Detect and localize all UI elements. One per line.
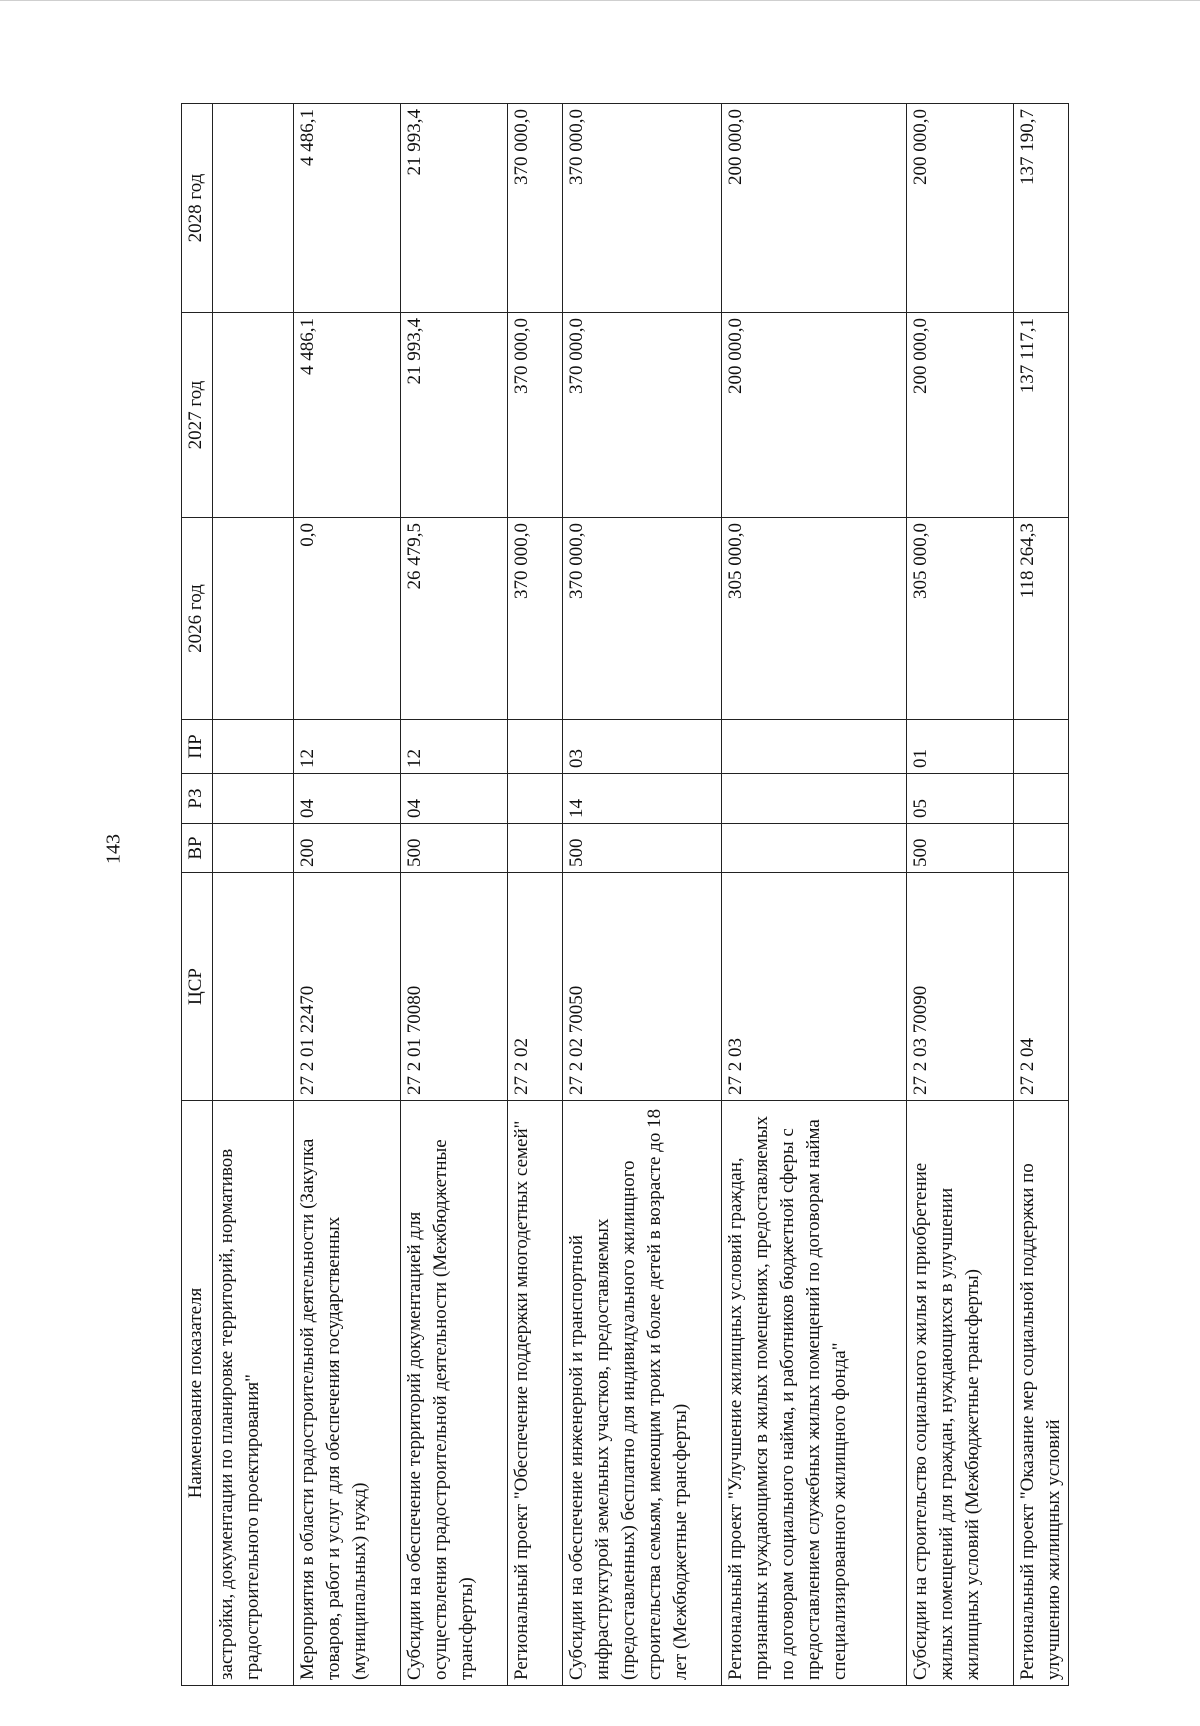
cell-csr: [213, 873, 294, 1101]
cell-name: Региональный проект "Оказание мер социальной поддержки по улучшению жилищных условий: [1014, 1101, 1069, 1686]
table-row: [508, 104, 563, 1686]
header-2027: 2027 год: [182, 313, 213, 518]
cell-2028: 200 000,0: [907, 104, 1014, 313]
cell-pr: [722, 720, 907, 774]
table-row: [213, 104, 294, 1686]
cell-2027: 4 486,1: [294, 313, 401, 518]
cell-csr: 27 2 03: [722, 873, 907, 1101]
cell-2026: 0,0: [294, 518, 401, 720]
cell-rz: [213, 774, 294, 824]
cell-2027: [213, 313, 294, 518]
cell-2026: 26 479,5: [401, 518, 508, 720]
cell-vr: 500: [563, 824, 722, 873]
cell-vr: [1014, 824, 1069, 873]
cell-2028: 370 000,0: [508, 104, 563, 313]
cell-2028: 370 000,0: [563, 104, 722, 313]
cell-2027: 200 000,0: [907, 313, 1014, 518]
cell-vr: 200: [294, 824, 401, 873]
cell-vr: 500: [401, 824, 508, 873]
table-header: [182, 104, 213, 1686]
cell-csr: 27 2 02 70050: [563, 873, 722, 1101]
cell-rz: 14: [563, 774, 722, 824]
cell-csr: 27 2 02: [508, 873, 563, 1101]
rotated-table-wrapper: [181, 104, 1109, 1686]
header-vr: ВР: [182, 824, 213, 873]
cell-vr: [722, 824, 907, 873]
header-pr: ПР: [182, 720, 213, 774]
cell-pr: 01: [907, 720, 1014, 774]
table-row: [722, 104, 907, 1686]
cell-2026: 370 000,0: [508, 518, 563, 720]
cell-2026: 370 000,0: [563, 518, 722, 720]
header-csr: ЦСР: [182, 873, 213, 1101]
cell-pr: 03: [563, 720, 722, 774]
cell-vr: [508, 824, 563, 873]
cell-csr: 27 2 01 70080: [401, 873, 508, 1101]
budget-table: [181, 103, 1069, 1686]
cell-rz: 04: [401, 774, 508, 824]
header-2028: 2028 год: [182, 104, 213, 313]
cell-name: Региональный проект "Обеспечение поддержки многодетных семей": [508, 1101, 563, 1686]
cell-vr: 500: [907, 824, 1014, 873]
cell-rz: 04: [294, 774, 401, 824]
cell-2028: 21 993,4: [401, 104, 508, 313]
scan-edge-line: [0, 0, 1200, 1]
cell-2027: 370 000,0: [563, 313, 722, 518]
cell-csr: 27 2 03 70090: [907, 873, 1014, 1101]
cell-pr: [1014, 720, 1069, 774]
header-name: Наименование показателя: [182, 1101, 213, 1686]
table-row: [907, 104, 1014, 1686]
cell-2027: 200 000,0: [722, 313, 907, 518]
header-rz: РЗ: [182, 774, 213, 824]
cell-pr: 12: [294, 720, 401, 774]
page-number-text: 143: [102, 834, 125, 864]
cell-2026: 305 000,0: [722, 518, 907, 720]
table-row: [294, 104, 401, 1686]
table-body: [213, 104, 1069, 1686]
cell-name: Мероприятия в области градостроительной деятельности (Закупка товаров, работ и услуг для обеспечения государственных (муниципальных) нужд): [294, 1101, 401, 1686]
cell-rz: [508, 774, 563, 824]
cell-vr: [213, 824, 294, 873]
cell-2028: 137 190,7: [1014, 104, 1069, 313]
cell-2028: 200 000,0: [722, 104, 907, 313]
cell-2027: 137 117,1: [1014, 313, 1069, 518]
cell-name: застройки, документации по планировке территорий, нормативов градостроительного проектирования": [213, 1101, 294, 1686]
cell-2027: 370 000,0: [508, 313, 563, 518]
cell-2027: 21 993,4: [401, 313, 508, 518]
cell-name: Субсидии на обеспечение инженерной и транспортной инфраструктурой земельных участков, предоставляемых (предоставленных) бесплатно для индивидуального жилищного строительства семьям, имеющим троих и более детей в возрасте до 18 лет (Межбюджетные трансферты): [563, 1101, 722, 1686]
cell-2026: [213, 518, 294, 720]
cell-csr: 27 2 04: [1014, 873, 1069, 1101]
cell-pr: [213, 720, 294, 774]
table-row: [1014, 104, 1069, 1686]
header-row: [182, 104, 213, 1686]
table-row: [563, 104, 722, 1686]
cell-2028: 4 486,1: [294, 104, 401, 313]
cell-pr: 12: [401, 720, 508, 774]
table-row: [401, 104, 508, 1686]
cell-name: Субсидии на обеспечение территорий документацией для осуществления градостроительной деятельности (Межбюджетные трансферты): [401, 1101, 508, 1686]
cell-rz: 05: [907, 774, 1014, 824]
cell-rz: [722, 774, 907, 824]
cell-2026: 305 000,0: [907, 518, 1014, 720]
cell-csr: 27 2 01 22470: [294, 873, 401, 1101]
cell-2026: 118 264,3: [1014, 518, 1069, 720]
cell-name: Субсидии на строительство социального жилья и приобретение жилых помещений для граждан, нуждающихся в улучшении жилищных условий (Межбюджетные трансферты): [907, 1101, 1014, 1686]
cell-2028: [213, 104, 294, 313]
header-2026: 2026 год: [182, 518, 213, 720]
cell-name: Региональный проект "Улучшение жилищных условий граждан, признанных нуждающимися в жилых помещениях, предоставляемых по договорам социального найма, и работников бюджетной сферы с предоставлением служебных жилых помещений по договорам найма специализированного жилищного фонда": [722, 1101, 907, 1686]
cell-pr: [508, 720, 563, 774]
cell-rz: [1014, 774, 1069, 824]
